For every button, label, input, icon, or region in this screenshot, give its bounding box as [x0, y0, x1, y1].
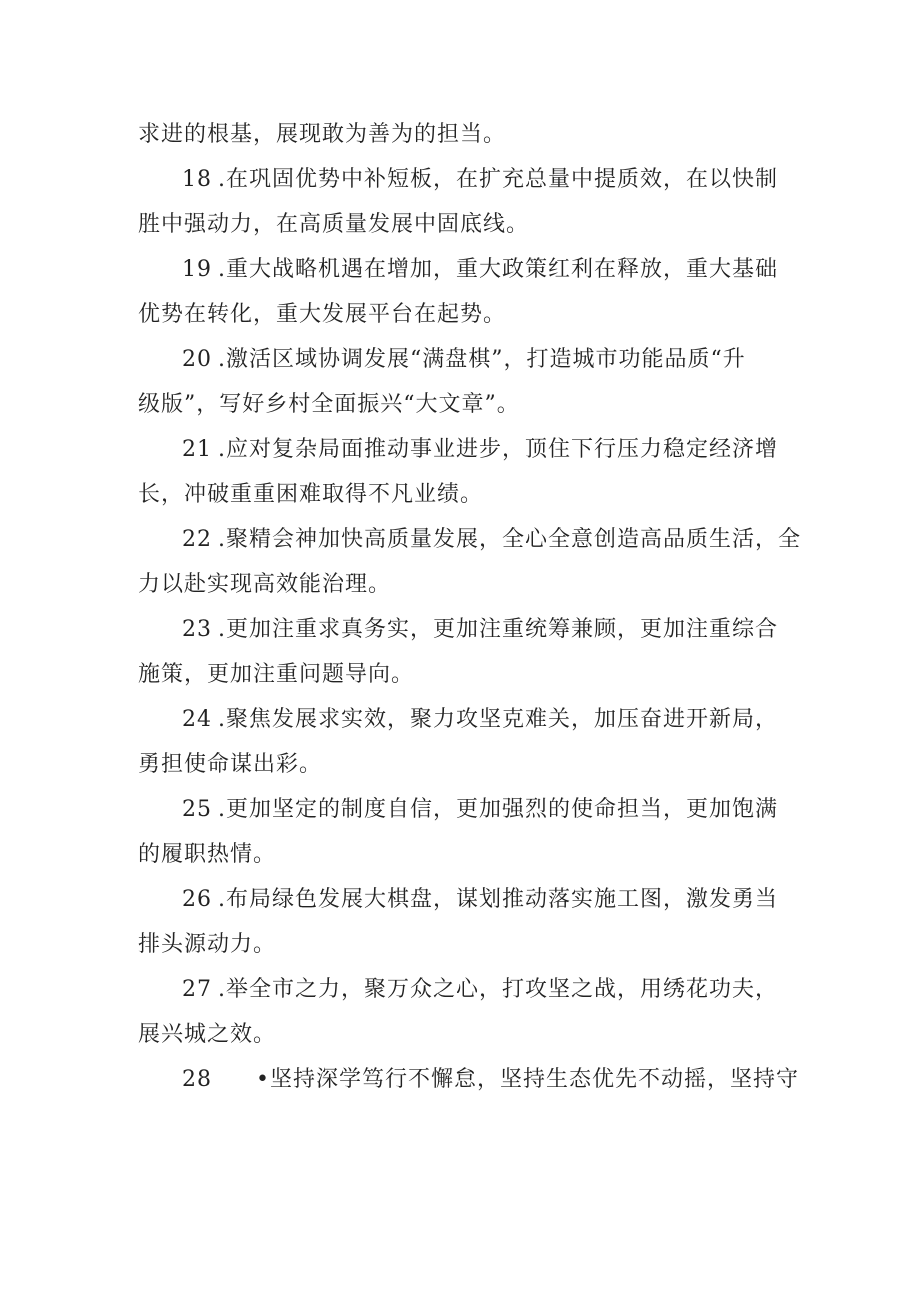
line-text: 的履职热情。 [138, 842, 277, 867]
list-item [138, 1057, 799, 1102]
line-text: .更加注重求真务实，更加注重统筹兼顾，更加注重综合 [218, 617, 778, 642]
line-text: .布局绿色发展大棋盘，谋划推动落实施工图，激发勇当 [218, 887, 778, 912]
item-number: 18 [182, 167, 212, 192]
line-text: 施策，更加注重问题导向。 [138, 662, 415, 687]
line-text: .激活区域协调发展“满盘棋”，打造城市功能品质“升 [218, 347, 746, 372]
list-item [138, 157, 788, 202]
text-line [138, 652, 788, 697]
line-text: 优势在转化，重大发展平台在起势。 [138, 302, 507, 327]
item-number: 25 [182, 797, 212, 822]
item-number: 27 [182, 977, 212, 1002]
text-line [138, 742, 788, 787]
list-item [138, 697, 788, 742]
text-line [138, 472, 788, 517]
list-item [138, 787, 788, 832]
line-text: 求进的根基，展现敢为善为的担当。 [138, 122, 507, 147]
line-text: .举全市之力，聚万众之心，打攻坚之战，用绣花功夫， [218, 977, 778, 1002]
document-body [138, 112, 801, 1102]
item-number: 28 [182, 1067, 212, 1092]
text-line [138, 112, 788, 157]
line-text: 力以赴实现高效能治理。 [138, 572, 392, 597]
list-item [138, 967, 788, 1012]
list-item [138, 607, 788, 652]
text-line [138, 922, 788, 967]
item-number: 24 [182, 707, 212, 732]
text-line [138, 202, 788, 247]
line-text: .更加坚定的制度自信，更加强烈的使命担当，更加饱满 [218, 797, 778, 822]
line-text: .重大战略机遇在增加，重大政策红利在释放，重大基础 [218, 257, 778, 282]
item-number: 20 [182, 347, 212, 372]
line-text: .聚精会神加快高质量发展，全心全意创造高品质生活，全 [218, 527, 801, 552]
line-text: .应对复杂局面推动事业进步，顶住下行压力稳定经济增 [218, 437, 778, 462]
line-text: 级版”，写好乡村全面振兴“大文章”。 [138, 392, 520, 417]
text-line [138, 832, 788, 877]
text-line [138, 382, 788, 427]
item-number: 26 [182, 887, 212, 912]
text-line [138, 562, 788, 607]
list-item [138, 877, 788, 922]
line-text: •坚持深学笃行不懈怠，坚持生态优先不动摇，坚持守 [256, 1067, 799, 1092]
line-text: 胜中强动力，在高质量发展中固底线。 [138, 212, 530, 237]
line-text: .聚焦发展求实效，聚力攻坚克难关，加压奋进开新局， [218, 707, 778, 732]
line-text: 勇担使命谋出彩。 [138, 752, 323, 777]
line-text: 排头源动力。 [138, 932, 277, 957]
text-line [138, 1012, 788, 1057]
list-item [138, 427, 788, 472]
item-number: 22 [182, 527, 212, 552]
item-number: 23 [182, 617, 212, 642]
text-line [138, 292, 788, 337]
list-item [138, 337, 788, 382]
item-number: 21 [182, 437, 212, 462]
line-text: .在巩固优势中补短板，在扩充总量中提质效，在以快制 [218, 167, 778, 192]
line-text: 展兴城之效。 [138, 1022, 277, 1047]
list-item [138, 517, 801, 562]
list-item [138, 247, 788, 292]
line-text: 长，冲破重重困难取得不凡业绩。 [138, 482, 484, 507]
item-number: 19 [182, 257, 212, 282]
